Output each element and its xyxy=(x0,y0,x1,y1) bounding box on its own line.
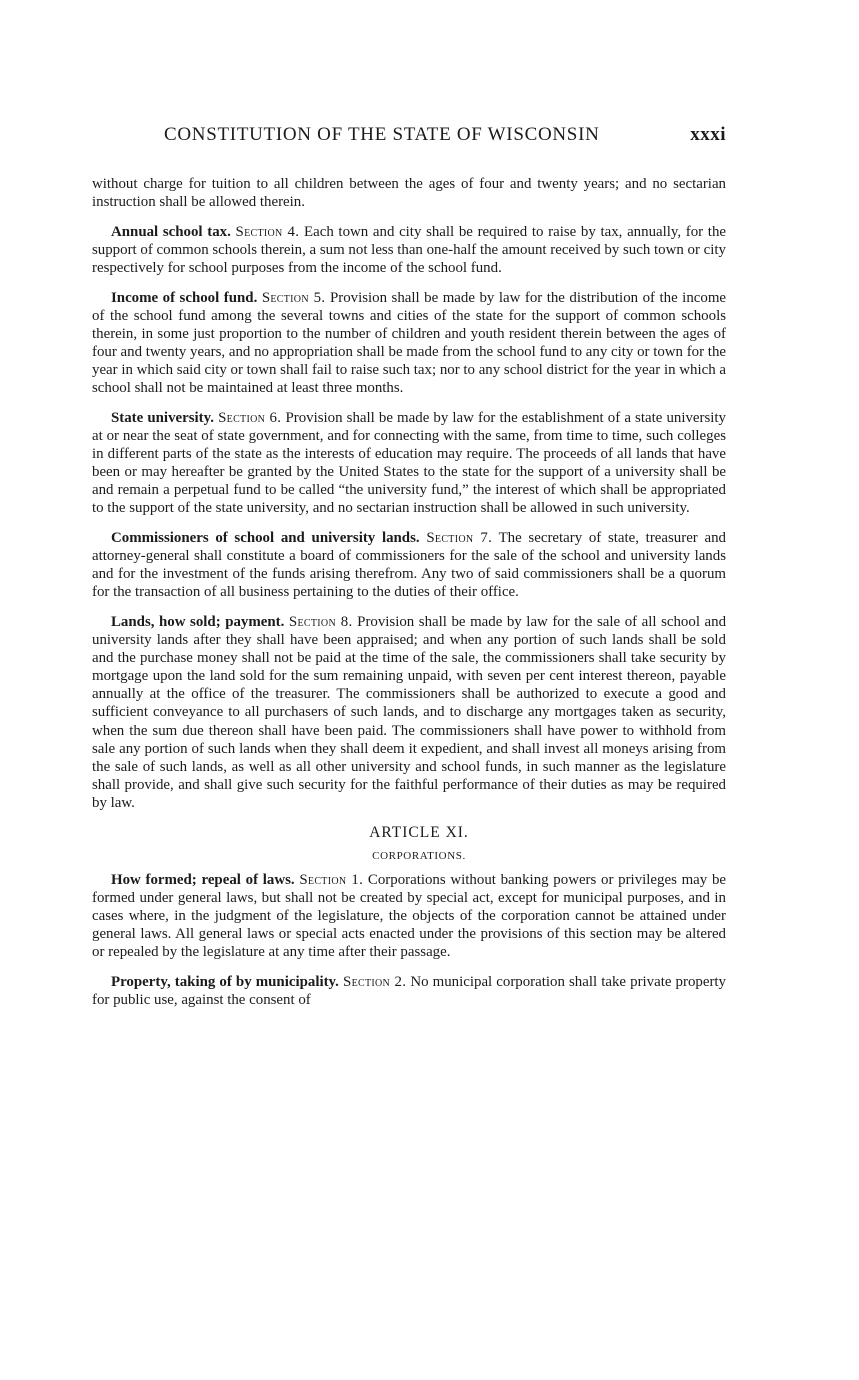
section-number: Section 2. xyxy=(343,973,407,990)
catchline: State university. xyxy=(111,409,214,426)
section-number: Section 5. xyxy=(261,289,326,306)
catchline: Commissioners of school and university lands. xyxy=(111,529,420,546)
paragraph-text: Corporations without banking powers or privileges may be formed under general laws, but shall not be created by special act, except for municipal purposes, and in cases where, in the judgment of the legislature, the objects of the corporation cannot be attained under general laws. All general laws or special acts enacted under the provisions of this section may be altered or repealed by the legislature at any time after their passage. xyxy=(92,871,727,961)
paragraph-text: Provision shall be made by law for the establishment of a state university at or near the seat of state government, and for connecting with the same, from time to time, such colleges in different parts of the state as the interests of education may require. The proceeds of all lands that have been or may hereafter be granted by the United States to the state for the support of a university shall be and remain a perpetual fund to be called “the university fund,” the interest of which shall be appropriated to the support of the state university, and no sectarian instruction shall be allowed in such university. xyxy=(92,409,726,517)
paragraph-section-8 xyxy=(92,613,726,812)
paragraph-article-11-section-1 xyxy=(92,871,726,961)
paragraph-continued xyxy=(92,175,726,211)
catchline: Income of school fund. xyxy=(111,289,258,306)
page-number: xxxi xyxy=(690,124,726,145)
paragraph-section-7 xyxy=(92,529,726,601)
catchline: Property, taking of by municipality. xyxy=(111,973,339,990)
article-heading: ARTICLE XI. xyxy=(369,823,469,841)
running-head-title: CONSTITUTION OF THE STATE OF WISCONSIN xyxy=(164,124,600,145)
paragraph-text: Provision shall be made by law for the distribution of the income of the school fund among the several towns and cities of the state for the support of common schools therein, in some just proportion to the number of children and youth resident therein between the ages of four and twenty years, and no appropriation shall be made from the school fund to any city or town for the year in which said city or town shall fail to raise such tax; nor to any school district for the year in which a school shall not be maintained at least three months. xyxy=(92,289,727,397)
paragraph-section-5 xyxy=(92,289,726,398)
catchline: Lands, how sold; payment. xyxy=(111,613,285,630)
paragraph-section-6 xyxy=(92,409,726,518)
paragraph-text: Provision shall be made by law for the sale of all school and university lands after they shall have been appraised; and when any portion of such lands shall be sold and the purchase money shall not be paid at the time of the sale, the commissioners shall take security by mortgage upon the land sold for the sum remaining unpaid, with seven per cent interest thereon, payable annually at the office of the treasurer. The commissioners shall be authorized to execute a good and sufficient conveyance to all purchasers of such lands, and to discharge any mortgages taken as security, when the sum due thereon shall have been paid. The commissioners shall have power to withhold from sale any portion of such lands when they shall deem it expedient, and shall invest all moneys arising from the sale of such lands, as well as all other university and school funds, in such manner as the legislature shall provide, and shall give such security for the faithful performance of their duties as may be required by law. xyxy=(92,613,727,811)
paragraph-article-11-section-2 xyxy=(92,973,726,1009)
catchline: How formed; repeal of laws. xyxy=(111,871,295,888)
paragraph-text: No municipal corporation shall take private property for public use, against the consent of xyxy=(92,973,727,1008)
paragraph-text: without charge for tuition to all children between the ages of four and twenty years; and no sectarian instruction shall be allowed therein. xyxy=(92,176,726,211)
running-head xyxy=(92,124,726,152)
section-number: Section 6. xyxy=(218,409,282,426)
body-text xyxy=(92,175,726,1009)
article-subheading: CORPORATIONS. xyxy=(372,849,466,862)
paragraph-text: The secretary of state, treasurer and attorney-general shall constitute a board of commissioners for the sale of the school and university lands and for the investment of the funds arising therefrom. Any two of said commissioners shall be a quorum for the transaction of all business pertaining to the duties of their office. xyxy=(92,529,726,601)
catchline: Annual school tax. xyxy=(111,223,231,240)
section-number: Section 1. xyxy=(299,871,364,888)
paragraph-text: Each town and city shall be required to raise by tax, annually, for the support of common schools therein, a sum not less than one-half the amount received by such town or city respectively for school purposes from the income of the school fund. xyxy=(92,223,726,276)
paragraph-section-4 xyxy=(92,223,726,277)
section-number: Section 7. xyxy=(426,529,493,546)
section-number: Section 8. xyxy=(288,613,353,630)
section-number: Section 4. xyxy=(235,223,300,240)
